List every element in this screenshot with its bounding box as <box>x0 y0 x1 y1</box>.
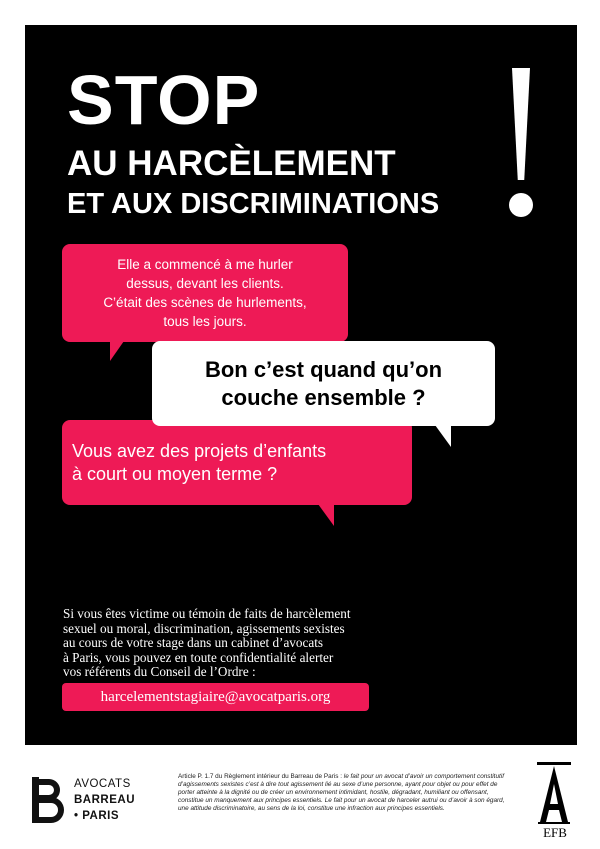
headline-harcelement: AU HARCÈLEMENT <box>67 144 396 183</box>
brand-name <box>74 776 135 824</box>
speech-bubble-quote-2 <box>152 341 495 426</box>
info-paragraph <box>63 607 383 680</box>
quote-1-line: Elle a commencé à me hurler <box>117 257 293 272</box>
info-line: Si vous êtes victime ou témoin de faits de harcèlement <box>63 606 351 621</box>
contact-email-link[interactable]: harcelementstagiaire@avocatparis.org <box>62 683 369 711</box>
barreau-paris-logo-icon <box>30 775 70 825</box>
info-line: vos référents du Conseil de l’Ordre : <box>63 664 256 679</box>
bubble-tail <box>318 504 334 526</box>
info-line: au cours de votre stage dans un cabinet d’avocats <box>63 635 323 650</box>
efb-label: EFB <box>543 825 567 840</box>
headline-stop: STOP <box>67 61 261 139</box>
quote-1-line: tous les jours. <box>163 314 247 329</box>
headline-discriminations: ET AUX DISCRIMINATIONS <box>67 188 440 220</box>
poster-panel <box>25 25 577 745</box>
quote-1-line: C’était des scènes de hurlements, <box>103 295 307 310</box>
exclamation-mark <box>512 68 530 180</box>
legal-prefix: Article P. 1.7 du Règlement intérieur du Barreau de Paris : <box>178 773 344 780</box>
bubble-tail <box>110 341 124 361</box>
speech-bubble-quote-3 <box>62 420 412 505</box>
quote-2-line: Bon c’est quand qu’on <box>204 356 443 382</box>
bubble-tail <box>435 425 451 447</box>
exclamation-dot <box>509 193 533 217</box>
info-line: sexuel ou moral, discrimination, agissements sexistes <box>63 620 345 636</box>
legal-text: le fait pour un avocat d’avoir un comportement constitutif d’agissements sexistes c’est à dire tout agissement lié au sexe d’une personne, ayant pour objet ou pour effet de porter atteinte à la dignité ou de créer un environnement intimidant, hostile, dégradant, humiliant ou offensant, constitue un manquement aux principes essentiels. Le fait pour un avocat de harceler autrui ou d’avoir à son égard, une attitude discriminatoire, au sens de la loi, constitue une infraction aux principes essentiels. <box>178 773 505 812</box>
brand-avocats: AVOCATS <box>74 778 131 790</box>
quote-1-line: dessus, devant les clients. <box>126 276 284 291</box>
brand-barreau: BARREAU <box>74 794 135 806</box>
speech-bubble-quote-1 <box>62 244 348 342</box>
quote-3-line: Vous avez des projets d’enfants <box>72 440 327 461</box>
brand-paris: • PARIS <box>74 810 120 822</box>
efb-logo-icon <box>535 760 573 830</box>
legal-notice <box>178 773 513 813</box>
quote-3-line: à court ou moyen terme ? <box>72 463 278 484</box>
quote-2-line: couche ensemble ? <box>221 384 426 410</box>
info-line: à Paris, vous pouvez en toute confidentialité alerter <box>63 649 334 665</box>
